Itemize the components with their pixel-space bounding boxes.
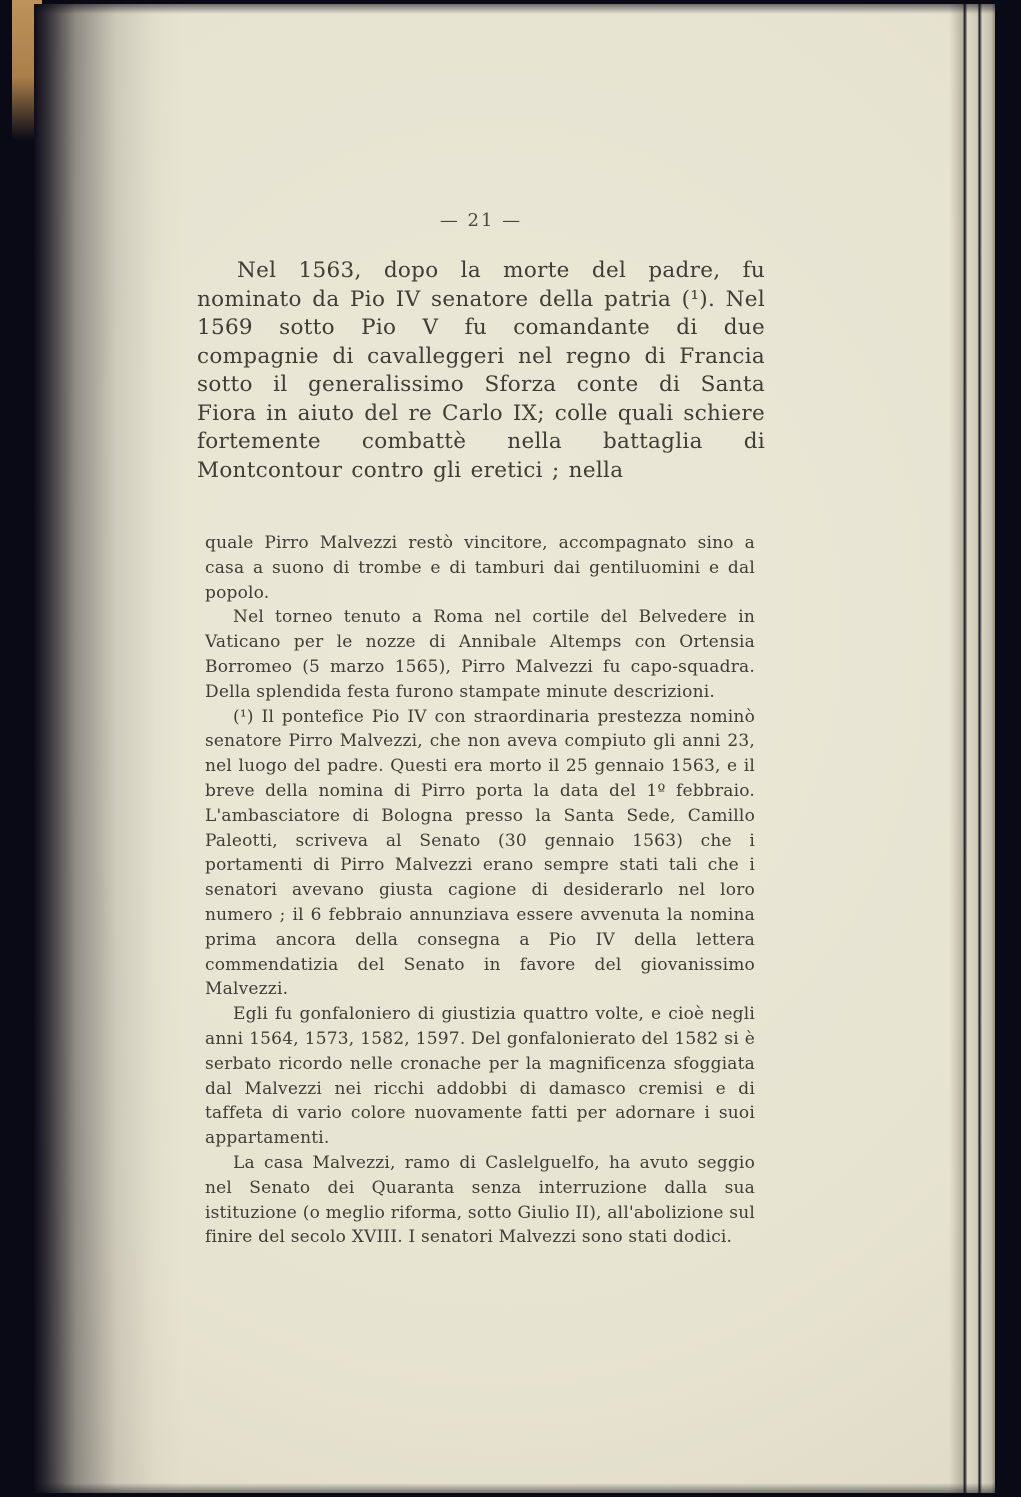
main-paragraph: Nel 1563, dopo la morte del padre, fu nominato da Pio IV senatore della patria (¹). Nel 1569 sotto Pio V fu comandante di due compagnie di cavalleggeri nel regno di Francia sotto il generalissimo Sforza conte di Santa Fiora in aiuto del re Carlo IX; colle quali schiere fortemente combattè nella battaglia di Montcontour contro gli eretici ; nella xyxy=(197,258,765,483)
footnote-paragraph: Nel torneo tenuto a Roma nel cortile del Belvedere in Vaticano per le nozze di Annibale Altemps con Ortensia Borromeo (5 marzo 1565), Pirro Malvezzi fu capo-squadra. Della splendida festa furono stampate minute descrizioni. xyxy=(205,607,755,702)
page-number: — 21 — xyxy=(439,210,523,231)
footnote-paragraph: quale Pirro Malvezzi restò vincitore, accompagnato sino a casa a suono di trombe e di tamburi dai gentiluomini e dal popolo. xyxy=(205,533,755,603)
book-page-paper xyxy=(34,4,995,1493)
footnote-paragraph: Egli fu gonfaloniero di giustizia quattro volte, e cioè negli anni 1564, 1573, 1582, 1597. Del gonfalonierato del 1582 si è serbato ricordo nelle cronache per la magnificenza sfoggiata dal Malvezzi nei ricchi addobbi di damasco cremisi e di taffeta di vario colore nuovamente fatti per adornare i suoi appartamenti. xyxy=(205,1004,755,1149)
bottom-edge-shadow xyxy=(34,1483,995,1493)
footnote-paragraph: La casa Malvezzi, ramo di Caslelguelfo, ha avuto seggio nel Senato dei Quaranta senza interruzione dalla sua istituzione (o meglio riforma, sotto Giulio II), all'abolizione sul finire del secolo XVIII. I senatori Malvezzi sono stati dodici. xyxy=(205,1152,755,1248)
binding-gutter-shadow xyxy=(34,4,184,1493)
page-stack-edges xyxy=(949,4,995,1493)
footnote-paragraph: (¹) Il pontefice Pio IV con straordinaria prestezza nominò senatore Pirro Malvezzi, che non aveva compiuto gli anni 23, nel luogo del padre. Questi era morto il 25 gennaio 1563, e il breve della nomina di Pirro porta la data del 1º febbraio. L'ambasciatore di Bologna presso la Santa Sede, Camillo Paleotti, scriveva al Senato (30 gennaio 1563) che i portamenti di Pirro Malvezzi erano sempre stati tali che i senatori avevano giusta cagione di desiderarlo nel loro numero ; il 6 febbraio annunziava essere avvenuta la nomina prima ancora della consegna a Pio IV della lettera commendatizia del Senato in favore del giovanissimo Malvezzi. xyxy=(205,706,755,1000)
top-edge-shadow xyxy=(34,4,995,14)
footnote-section xyxy=(197,531,765,1250)
page-content xyxy=(197,210,765,1250)
